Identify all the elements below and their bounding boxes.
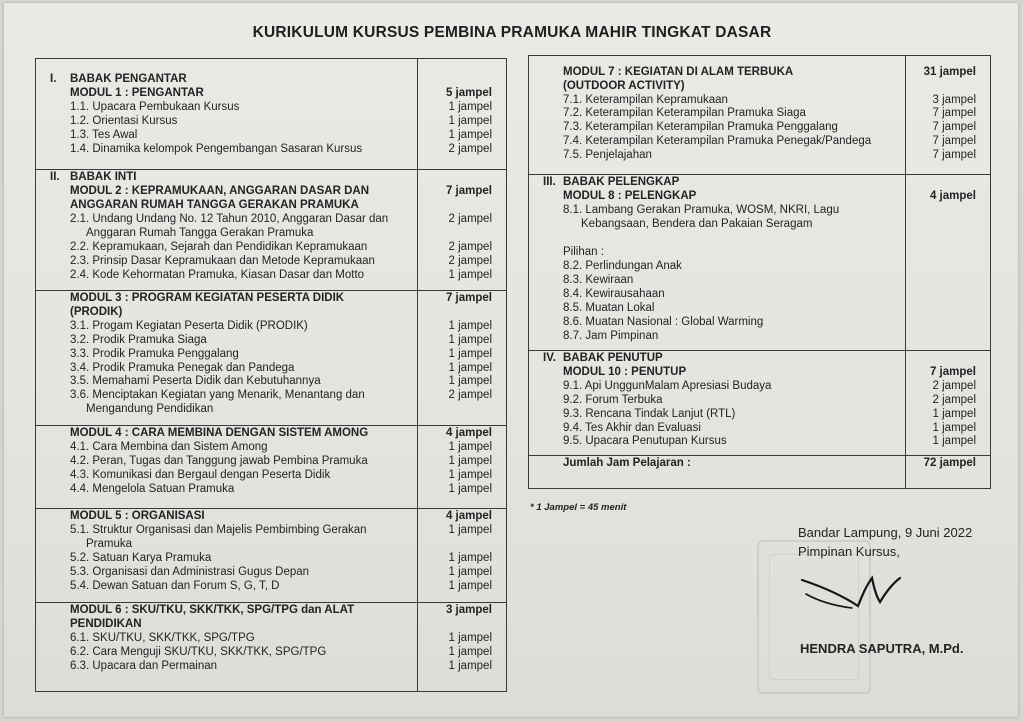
jampel-value: 3 jampel [932, 93, 976, 106]
curriculum-section [529, 56, 990, 175]
curriculum-item-text: MODUL 4 : CARA MEMBINA DENGAN SISTEM AMONG [70, 427, 369, 439]
curriculum-row [36, 509, 506, 523]
curriculum-row [36, 523, 506, 537]
jampel-value: 1 jampel [448, 361, 492, 374]
curriculum-table-right [528, 55, 991, 489]
curriculum-row [529, 148, 990, 162]
jampel-value: 1 jampel [448, 115, 492, 127]
curriculum-item-text: 4.1. Cara Membina dan Sistem Among [70, 441, 268, 453]
jampel-value: 1 jampel [932, 407, 976, 420]
curriculum-item-text: 3.3. Prodik Pramuka Penggalang [70, 347, 239, 360]
curriculum-row [529, 189, 990, 203]
curriculum-item-text: MODUL 10 : PENUTUP [563, 365, 687, 378]
curriculum-section [36, 602, 506, 691]
curriculum-item-text: 8.4. Kewirausahaan [563, 288, 665, 300]
curriculum-row [529, 79, 990, 93]
curriculum-row [36, 659, 506, 673]
curriculum-item-text: 2.3. Prinsip Dasar Kepramukaan dan Metode Kepramukaan [70, 255, 375, 267]
jampel-value: 2 jampel [448, 241, 492, 253]
jampel-value: 1 jampel [448, 646, 492, 658]
curriculum-row [529, 217, 990, 231]
curriculum-row [529, 287, 990, 301]
curriculum-row [36, 114, 506, 128]
jampel-value: 2 jampel [448, 143, 492, 155]
jampel-value: 1 jampel [448, 469, 492, 481]
curriculum-item-text: 7.2. Keterampilan Keterampilan Pramuka Siaga [563, 107, 806, 120]
jampel-value: 1 jampel [932, 435, 976, 448]
curriculum-item-text: Pramuka [86, 538, 133, 550]
curriculum-row [36, 72, 506, 86]
curriculum-row [529, 245, 990, 259]
curriculum-row [36, 100, 506, 114]
curriculum-row [529, 329, 990, 343]
curriculum-item-text: 1.3. Tes Awal [70, 129, 138, 141]
curriculum-item-text: BABAK PENUTUP [563, 352, 663, 364]
curriculum-item-text: 8.1. Lambang Gerakan Pramuka, WOSM, NKRI, Lagu [563, 204, 840, 216]
curriculum-row [36, 347, 506, 361]
curriculum-item-text: MODUL 5 : ORGANISASI [70, 510, 205, 522]
curriculum-section [36, 425, 506, 509]
curriculum-item-text: 3.5. Memahami Peserta Didik dan Kebutuhannya [70, 375, 321, 388]
curriculum-row [529, 231, 990, 245]
jampel-value: 1 jampel [448, 101, 492, 113]
jampel-value: 7 jampel [932, 135, 976, 147]
curriculum-item-text: 9.4. Tes Akhir dan Evaluasi [563, 421, 701, 434]
curriculum-row [36, 388, 506, 402]
curriculum-row [529, 301, 990, 315]
curriculum-item-text: 8.2. Perlindungan Anak [563, 260, 682, 272]
curriculum-row [529, 175, 990, 189]
curriculum-item-text: 8.7. Jam Pimpinan [563, 330, 659, 342]
document-title: KURIKULUM KURSUS PEMBINA PRAMUKA MAHIR TINGKAT DASAR [252, 24, 772, 41]
curriculum-row [529, 379, 990, 393]
curriculum-item-text: 5.2. Satuan Karya Pramuka [70, 552, 212, 564]
curriculum-row [36, 170, 506, 184]
jampel-value: 1 jampel [448, 441, 492, 453]
curriculum-row [36, 86, 506, 100]
curriculum-item-text: MODUL 2 : KEPRAMUKAAN, ANGGARAN DASAR DAN [70, 185, 369, 197]
jampel-value: 1 jampel [448, 566, 492, 578]
curriculum-item-text: (OUTDOOR ACTIVITY) [563, 79, 685, 92]
curriculum-item-text: 5.1. Struktur Organisasi dan Majelis Pembimbing Gerakan [70, 524, 367, 536]
curriculum-item-text: Kebangsaan, Bendera dan Pakaian Seragam [581, 218, 813, 230]
curriculum-row [36, 268, 506, 282]
curriculum-section [529, 174, 990, 351]
curriculum-item-text: 4.4. Mengelola Satuan Pramuka [70, 483, 235, 495]
curriculum-section [529, 350, 990, 456]
jampel-value: 7 jampel [932, 121, 976, 134]
curriculum-row [36, 468, 506, 482]
curriculum-item-text: BABAK PELENGKAP [563, 176, 680, 188]
curriculum-item-text: 4.2. Peran, Tugas dan Tanggung jawab Pembina Pramuka [70, 455, 368, 467]
curriculum-item-text: 8.6. Muatan Nasional : Global Warming [563, 316, 764, 328]
jampel-value: 2 jampel [448, 213, 492, 225]
curriculum-item-text: 6.2. Cara Menguji SKU/TKU, SKK/TKK, SPG/TPG [70, 646, 327, 658]
curriculum-item-text: MODUL 6 : SKU/TKU, SKK/TKK, SPG/TPG dan ALAT [70, 604, 355, 616]
curriculum-row [36, 537, 506, 551]
jampel-value: 4 jampel [929, 190, 976, 202]
curriculum-row [36, 440, 506, 454]
signature-position: Pimpinan Kursus, [798, 544, 900, 559]
jampel-value: 1 jampel [932, 421, 976, 434]
curriculum-row [529, 273, 990, 287]
jampel-value: 4 jampel [445, 427, 492, 439]
curriculum-item-text: 5.3. Organisasi dan Administrasi Gugus Depan [70, 566, 310, 578]
curriculum-row [529, 106, 990, 120]
jampel-value: 1 jampel [448, 129, 492, 141]
curriculum-row [529, 393, 990, 407]
curriculum-row [36, 361, 506, 375]
curriculum-row [529, 434, 990, 448]
curriculum-item-text: Pilihan : [563, 246, 604, 258]
jampel-value: 2 jampel [448, 255, 492, 267]
curriculum-row [36, 551, 506, 565]
curriculum-table-left [35, 58, 507, 692]
jampel-value: 72 jampel [923, 457, 976, 469]
curriculum-section [529, 455, 990, 488]
curriculum-row [36, 226, 506, 240]
jampel-value: 1 jampel [448, 632, 492, 644]
curriculum-item-text: ANGGARAN RUMAH TANGGA GERAKAN PRAMUKA [70, 199, 359, 211]
curriculum-row [529, 120, 990, 134]
jampel-value: 1 jampel [448, 347, 492, 360]
curriculum-row [36, 482, 506, 496]
curriculum-item-text: BABAK PENGANTAR [70, 73, 187, 85]
curriculum-item-text: Mengandung Pendidikan [86, 403, 214, 416]
jampel-value: 7 jampel [932, 107, 976, 120]
curriculum-item-text: BABAK INTI [70, 171, 137, 183]
curriculum-item-text: Anggaran Rumah Tangga Gerakan Pramuka [86, 227, 314, 239]
curriculum-row [36, 305, 506, 319]
curriculum-row [36, 142, 506, 156]
jampel-value: 7 jampel [932, 148, 976, 161]
faded-stamp [757, 540, 871, 694]
curriculum-row [36, 454, 506, 468]
curriculum-row [36, 603, 506, 617]
jampel-value: 1 jampel [448, 483, 492, 495]
jampel-value: 1 jampel [448, 455, 492, 467]
jampel-value: 2 jampel [932, 393, 976, 406]
section-number: IV. [543, 352, 557, 364]
curriculum-item-text: 1.2. Orientasi Kursus [70, 115, 178, 127]
curriculum-item-text: 6.3. Upacara dan Permainan [70, 660, 218, 672]
curriculum-row [529, 407, 990, 421]
curriculum-row [529, 456, 990, 470]
curriculum-item-text: 7.5. Penjelajahan [563, 148, 652, 161]
curriculum-row [529, 93, 990, 107]
handwritten-signature [800, 572, 910, 616]
curriculum-item-text: 3.2. Prodik Pramuka Siaga [70, 333, 207, 346]
jampel-value: 1 jampel [448, 333, 492, 346]
jampel-value: 1 jampel [448, 660, 492, 672]
curriculum-section [36, 169, 506, 291]
curriculum-item-text: 7.4. Keterampilan Keterampilan Pramuka Penegak/Pandega [563, 135, 872, 147]
curriculum-section [36, 290, 506, 426]
curriculum-row [529, 259, 990, 273]
curriculum-row [36, 579, 506, 593]
jampel-value: 1 jampel [448, 269, 492, 281]
jampel-value: 3 jampel [445, 604, 492, 616]
curriculum-row [36, 240, 506, 254]
curriculum-row [36, 402, 506, 416]
curriculum-item-text: MODUL 7 : KEGIATAN DI ALAM TERBUKA [563, 66, 794, 78]
curriculum-item-text: 3.6. Menciptakan Kegiatan yang Menarik, Menantang dan [70, 389, 365, 402]
curriculum-item-text: 5.4. Dewan Satuan dan Forum S, G, T, D [70, 580, 280, 592]
jampel-value: 2 jampel [448, 389, 492, 402]
curriculum-item-text: 7.1. Keterampilan Kepramukaan [563, 93, 728, 106]
curriculum-item-text: (PRODIK) [70, 305, 123, 318]
curriculum-row [36, 198, 506, 212]
curriculum-row [36, 128, 506, 142]
jampel-value: 4 jampel [445, 510, 492, 522]
curriculum-row [36, 333, 506, 347]
curriculum-item-text: 9.1. Api UnggunMalam Apresiasi Budaya [563, 379, 772, 392]
curriculum-item-text: 2.4. Kode Kehormatan Pramuka, Kiasan Dasar dan Motto [70, 269, 365, 281]
curriculum-row [36, 374, 506, 388]
jampel-value: 1 jampel [448, 580, 492, 592]
signature-place-date: Bandar Lampung, 9 Juni 2022 [798, 525, 973, 540]
curriculum-item-text: 3.1. Progam Kegiatan Peserta Didik (PRODIK) [70, 319, 308, 332]
curriculum-item-text: 9.5. Upacara Penutupan Kursus [563, 435, 727, 448]
jampel-value: 2 jampel [932, 379, 976, 392]
section-number: II. [50, 171, 60, 183]
jampel-value: 1 jampel [448, 319, 492, 332]
curriculum-row [36, 319, 506, 333]
section-number: III. [543, 176, 556, 188]
signature-name: HENDRA SAPUTRA, M.Pd. [800, 641, 964, 656]
curriculum-item-text: 9.3. Rencana Tindak Lanjut (RTL) [563, 407, 736, 420]
curriculum-row [36, 645, 506, 659]
curriculum-item-text: MODUL 8 : PELENGKAP [563, 190, 697, 202]
curriculum-item-text: 1.4. Dinamika kelompok Pengembangan Sasaran Kursus [70, 143, 363, 155]
curriculum-row [529, 203, 990, 217]
curriculum-row [529, 351, 990, 365]
curriculum-row [529, 65, 990, 79]
curriculum-row [36, 631, 506, 645]
curriculum-item-text: 8.3. Kewiraan [563, 274, 634, 286]
jampel-value: 1 jampel [448, 375, 492, 388]
jampel-value: 7 jampel [929, 365, 976, 378]
curriculum-item-text: PENDIDIKAN [70, 618, 142, 630]
curriculum-item-text: 2.1. Undang Undang No. 12 Tahun 2010, Anggaran Dasar dan [70, 213, 389, 225]
curriculum-row [36, 184, 506, 198]
curriculum-row [529, 365, 990, 379]
curriculum-item-text: 4.3. Komunikasi dan Bergaul dengan Peserta Didik [70, 469, 331, 481]
curriculum-item-text: 2.2. Kepramukaan, Sejarah dan Pendidikan Kepramukaan [70, 241, 368, 253]
jampel-value: 7 jampel [445, 185, 492, 197]
jampel-value: 7 jampel [445, 292, 492, 304]
curriculum-row [36, 617, 506, 631]
curriculum-item-text: MODUL 3 : PROGRAM KEGIATAN PESERTA DIDIK [70, 292, 345, 304]
curriculum-row [529, 421, 990, 435]
jampel-note: * 1 Jampel = 45 menit [530, 502, 627, 513]
curriculum-item-text: 3.4. Prodik Pramuka Penegak dan Pandega [70, 361, 295, 374]
curriculum-row [36, 565, 506, 579]
jampel-value: 5 jampel [445, 87, 492, 99]
jampel-value: 1 jampel [448, 524, 492, 536]
curriculum-item-text: 8.5. Muatan Lokal [563, 302, 655, 314]
section-number: I. [50, 73, 57, 85]
curriculum-row [36, 212, 506, 226]
curriculum-item-text: 7.3. Keterampilan Keterampilan Pramuka Penggalang [563, 121, 838, 134]
curriculum-section [36, 508, 506, 603]
curriculum-row [529, 315, 990, 329]
jampel-value: 1 jampel [448, 552, 492, 564]
curriculum-item-text: 1.1. Upacara Pembukaan Kursus [70, 101, 240, 113]
curriculum-row [36, 254, 506, 268]
curriculum-item-text: Jumlah Jam Pelajaran : [563, 457, 691, 469]
curriculum-item-text: 6.1. SKU/TKU, SKK/TKK, SPG/TPG [70, 632, 255, 644]
curriculum-section [36, 59, 506, 170]
curriculum-item-text: MODUL 1 : PENGANTAR [70, 87, 204, 99]
curriculum-row [36, 291, 506, 305]
jampel-value: 31 jampel [923, 66, 976, 78]
curriculum-row [36, 426, 506, 440]
curriculum-row [529, 134, 990, 148]
curriculum-item-text: 9.2. Forum Terbuka [563, 393, 663, 406]
